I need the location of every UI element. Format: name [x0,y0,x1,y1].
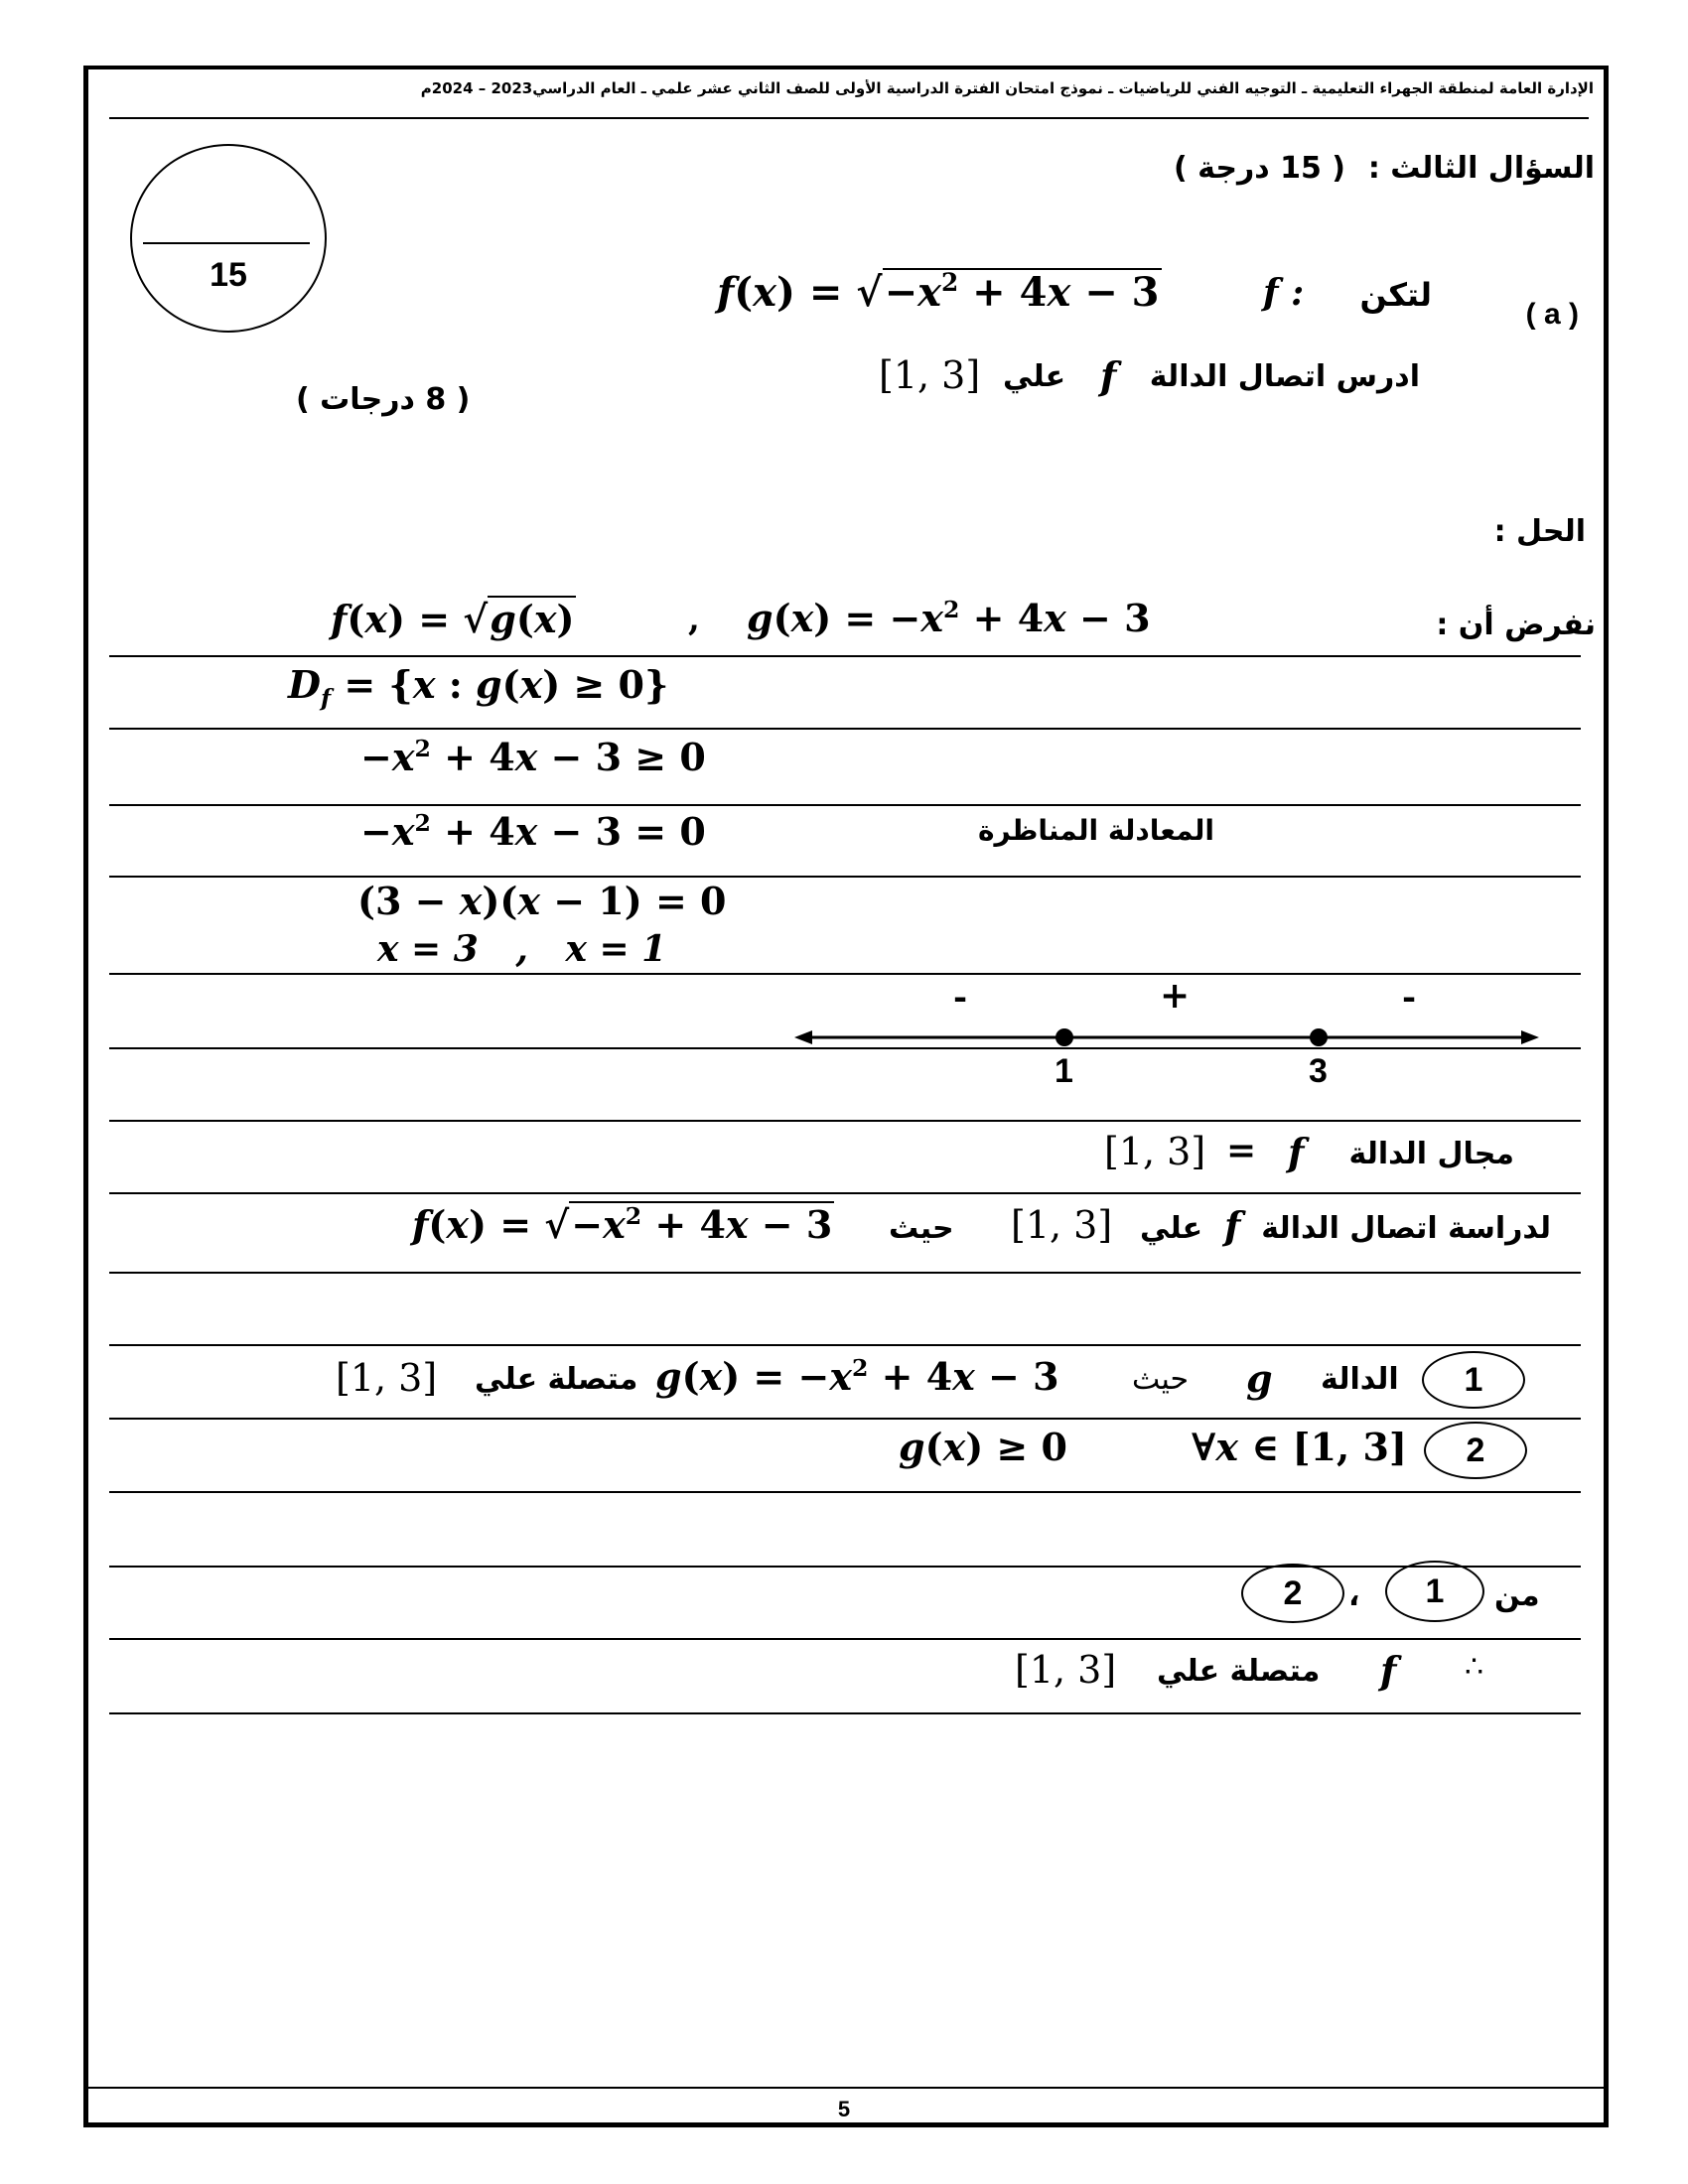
from-sep: ، [1348,1578,1360,1613]
part-marks: ( 8 درجات ) [296,382,471,417]
rule-4 [109,876,1581,878]
rule-6 [109,1047,1581,1049]
rule-10 [109,1344,1581,1346]
step1-formula: $g(x) = -x^2 + 4x - 3$ [655,1353,1059,1399]
study-formula: $f(x) = √-x^2 + 4x - 3$ [412,1201,833,1247]
concl-interval: [1, 3] [1015,1648,1117,1692]
study-interval: [1, 3] [1011,1203,1113,1247]
header-top-line [83,66,1609,69]
given-word: لتكن [1359,276,1432,314]
task-interval: [1, 3] [879,353,981,397]
comma: , [688,600,700,639]
sign-left: - [953,978,968,1018]
study-label: لدراسة اتصال الدالة [1261,1211,1551,1246]
domain-label: مجال الدالة [1348,1137,1514,1171]
score-circle [130,144,327,333]
step2-forall: ∀x ∈ [1, 3] [1192,1425,1407,1469]
rule-9 [109,1272,1581,1274]
domain-func: f [1288,1130,1305,1174]
part-label: ( a ) [1525,298,1579,331]
step1-func: g [1246,1356,1273,1401]
concl-func: f [1380,1648,1397,1693]
therefore-symbol: ∴ [1465,1650,1484,1685]
header-text: الإدارة العامة لمنطقة الجهراء التعليمية ـ التوجيه الفني للرياضيات ـ نموذج امتحان الفترة الدراسية الأولى للصف الثاني عشر علمي ـ العام الدراسي2023 – 2024م [420,79,1594,97]
rule-5 [109,973,1581,975]
number-line-point-1 [1055,1028,1073,1046]
point-label-3: 3 [1309,1052,1328,1090]
number-line-point-3 [1310,1028,1328,1046]
step1-label: الدالة [1321,1362,1399,1397]
step2-circle: 2 [1424,1422,1527,1479]
rule-7 [109,1120,1581,1122]
inequality: $-x^2 + 4x - 3 \ge 0$ [360,734,706,779]
equation-label: المعادلة المناظرة [978,814,1214,847]
domain-eq: = [1226,1130,1257,1171]
study-where: حيث [889,1211,954,1246]
step1-circle: 1 [1422,1351,1525,1409]
rule-13 [109,1566,1581,1568]
rule-8 [109,1192,1581,1194]
point-label-1: 1 [1055,1052,1073,1090]
from-circle-2: 2 [1241,1564,1344,1623]
concl-text: متصلة علي [1157,1654,1321,1689]
task-text: ادرس اتصال الدالة [1149,359,1420,394]
rule-12 [109,1491,1581,1493]
given-function-name: f : [1263,272,1305,314]
page-number: 5 [837,2097,851,2121]
step2-ineq: g(x) ≥ 0 [899,1425,1067,1469]
study-func: f [1224,1203,1241,1248]
rule-14 [109,1638,1581,1640]
rule-15 [109,1712,1581,1714]
study-on: علي [1140,1211,1203,1246]
solution-label: الحل : [1493,514,1586,549]
from-label: من [1494,1578,1540,1613]
task-func: f [1100,353,1117,398]
domain-def: $D_f = \{x$ : g(x) ≥ 0} [288,662,669,713]
question-total-marks: ( 15 درجة ) [1174,151,1345,186]
assume-label: نفرض أن : [1436,608,1596,642]
equation: $-x^2 + 4x - 3 = 0$ [360,808,706,854]
footer-rule [88,2087,1604,2089]
roots: x = 3 , x = 1 [377,928,667,970]
g-def: $g(x) = -x^2 + 4x - 3$ [747,595,1151,640]
given-formula: $f(x) = √-x^2 + 4x - 3$ [717,268,1160,316]
step1-cont: متصلة علي [475,1362,638,1397]
rule-1 [109,655,1581,657]
score-value: 15 [210,256,247,294]
sign-right: - [1402,978,1417,1018]
rule-2 [109,728,1581,730]
header-rule [109,117,1589,119]
factored: (3 − x)(x − 1) = 0 [357,879,727,923]
task-on: علي [1003,359,1066,394]
rule-11 [109,1418,1581,1420]
step1-where: حيث [1132,1362,1190,1397]
sign-middle: + [1160,975,1191,1017]
from-circle-1: 1 [1385,1561,1484,1622]
rule-3 [109,804,1581,806]
score-divider [143,242,310,244]
f-def: f(x) = √g(x) [331,597,575,641]
domain-value: [1, 3] [1104,1130,1206,1173]
question-title: السؤال الثالث : [1367,151,1595,186]
step1-interval: [1, 3] [336,1356,438,1400]
